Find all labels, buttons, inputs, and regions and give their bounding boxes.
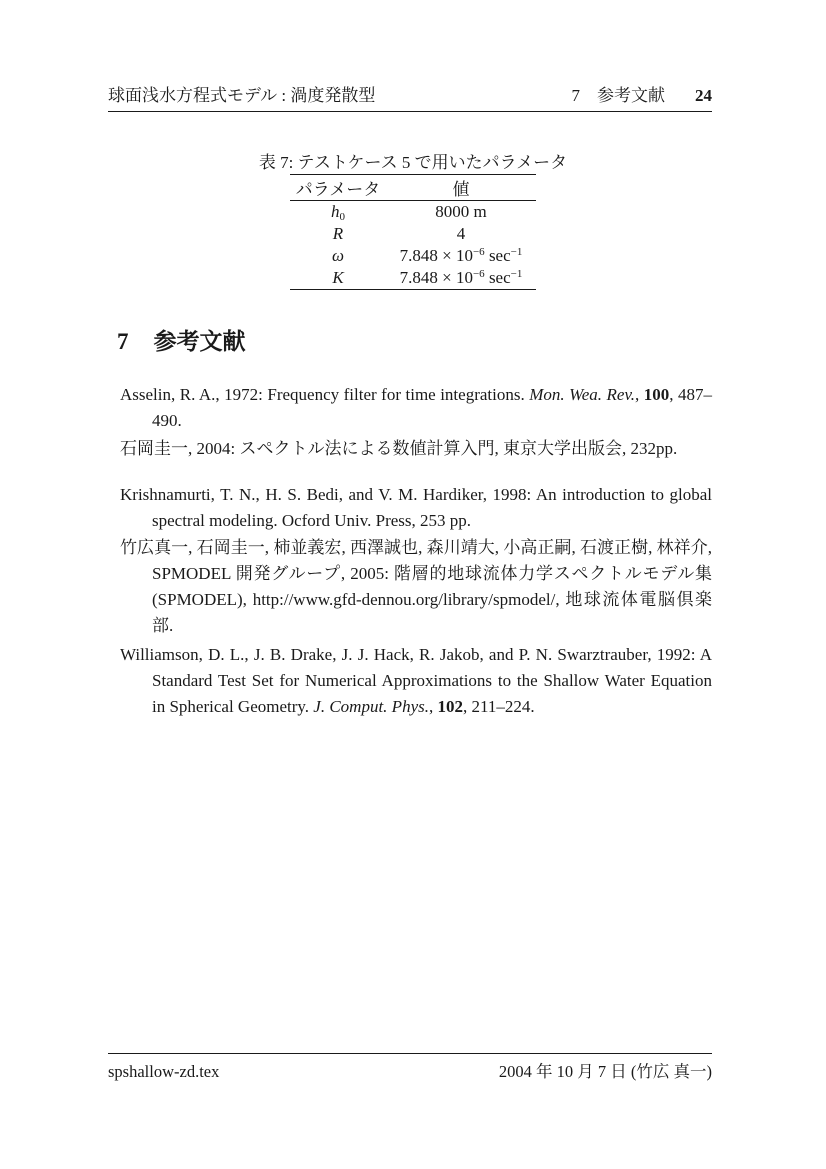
reference-text: Krishnamurti, T. N., H. S. Bedi, and V. M. Hardiker, 1998: An introduction to global spectral modeling. Ocford Univ. Press, 253 pp. [120, 485, 712, 530]
value-exponent: −6 [472, 246, 485, 258]
reference-item-ishioka [120, 436, 712, 462]
param-symbol: h [331, 202, 340, 221]
page-number: 24 [695, 86, 712, 105]
section-number: 7 [117, 329, 129, 354]
section-title: 参考文献 [153, 329, 246, 354]
header-right [572, 85, 713, 106]
table-row [290, 245, 536, 267]
running-header [108, 85, 712, 112]
value-unit: sec [484, 268, 511, 287]
table-header-row [290, 175, 536, 201]
reference-text: , [635, 385, 644, 404]
value-cell: 8000 m [435, 202, 487, 221]
value-base: 7.848 × 10 [399, 268, 473, 287]
reference-text: 竹広真一, 石岡圭一, 柿並義宏, 西澤誠也, 森川靖大, 小高正嗣, 石渡正樹, 林祥介, SPMODEL 開発グループ, 2005: 階層的地球流体力学スペクトルモデル集 (SPMODEL), http://www.gfd-dennou.org/library/spmodel/, 地球流体電脳倶楽部. [120, 538, 712, 635]
footer-date-author: 2004 年 10 月 7 日 (竹広 真一) [498, 1062, 712, 1081]
param-symbol: ω [331, 246, 344, 265]
page-footer [108, 1053, 712, 1082]
reference-item-williamson [120, 642, 712, 720]
reference-text: Asselin, R. A., 1972: Frequency filter for time integrations. [120, 385, 530, 404]
column-header-parameter: パラメータ [290, 175, 386, 201]
volume-number: 102 [437, 697, 463, 716]
value-unit: sec [484, 246, 511, 265]
table-row [290, 223, 536, 245]
reference-text: , 487–490. [152, 385, 712, 430]
value-exponent: −6 [472, 268, 485, 280]
reference-item-krishnamurti [120, 482, 712, 534]
param-cell [290, 245, 386, 267]
reference-text: , [428, 697, 438, 716]
param-cell [290, 223, 386, 245]
header-section-label: 7 参考文献 [571, 86, 665, 105]
header-document-title: 球面浅水方程式モデル : 渦度発散型 [108, 86, 376, 105]
param-subscript: 0 [339, 211, 345, 223]
param-cell [290, 201, 386, 224]
unit-exponent: −1 [510, 268, 523, 280]
reference-text: , 211–224. [462, 697, 535, 716]
value-cell [386, 245, 536, 267]
reference-item-asselin [120, 382, 712, 434]
parameters-table [290, 174, 536, 290]
volume-number: 100 [643, 385, 670, 404]
section-heading [117, 327, 246, 357]
value-base: 7.848 × 10 [399, 246, 473, 265]
table-row [290, 201, 536, 224]
reference-text: Williamson, D. L., J. B. Drake, J. J. Hack, R. Jakob, and P. N. Swarztrauber, 1992: A Standard Test Set for Numerical Approximations to the Shallow Water Equation in Spherical Geometry. [120, 645, 712, 716]
table-row [290, 267, 536, 290]
param-cell [290, 267, 386, 290]
value-cell [386, 267, 536, 290]
param-symbol: R [332, 224, 344, 243]
param-symbol: K [332, 268, 344, 287]
table-caption: 表 7: テストケース 5 で用いたパラメータ [258, 153, 568, 172]
unit-exponent: −1 [510, 246, 523, 258]
footer-filename: spshallow-zd.tex [108, 1062, 220, 1081]
journal-name: J. Comput. Phys. [313, 697, 429, 716]
journal-name: Mon. Wea. Rev. [529, 385, 635, 404]
reference-text: 石岡圭一, 2004: スペクトル法による数値計算入門, 東京大学出版会, 232pp. [120, 439, 678, 458]
value-cell: 4 [456, 224, 466, 243]
column-header-value: 値 [386, 175, 536, 201]
reference-item-takehiro-spmodel [120, 535, 712, 639]
